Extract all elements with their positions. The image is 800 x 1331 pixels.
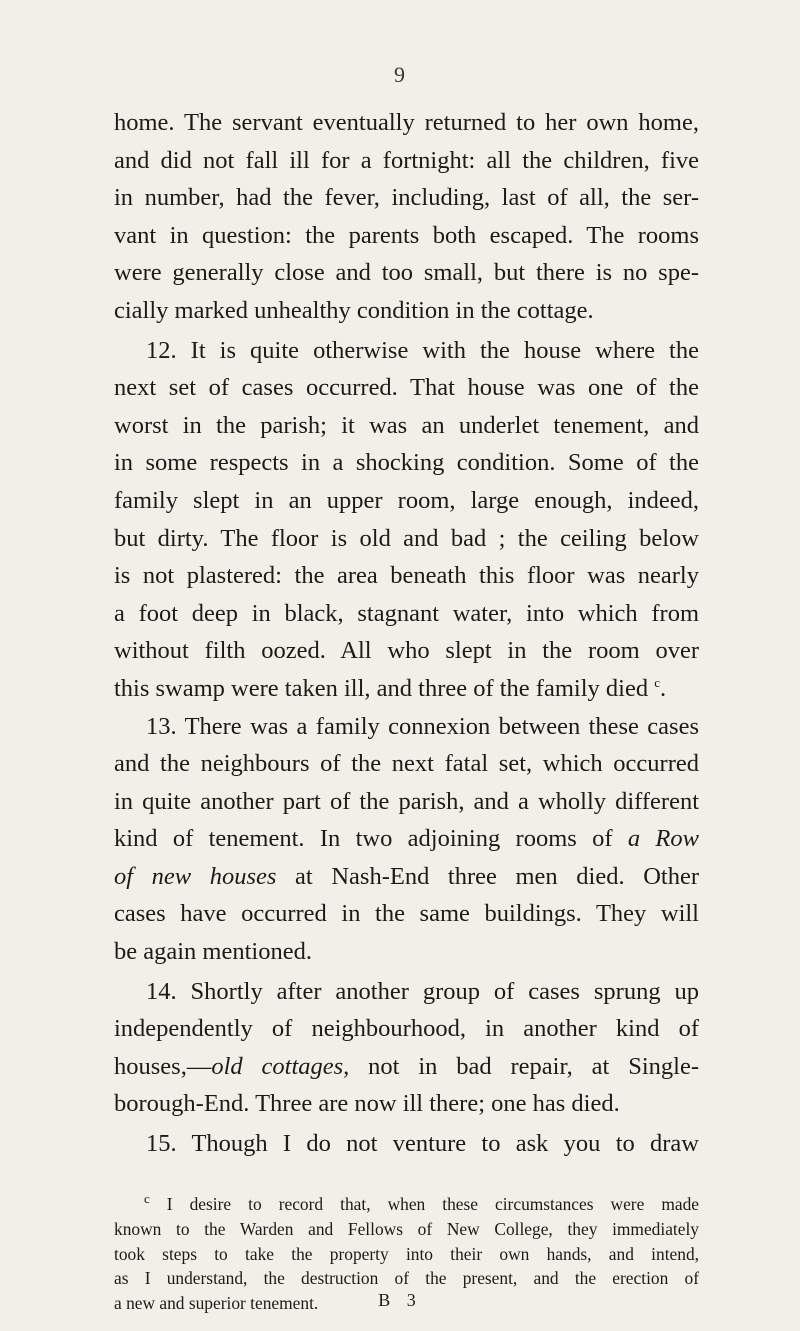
text-line: but dirty. The floor is old and bad ; the ceiling below <box>114 524 699 552</box>
text-line <box>114 1048 699 1086</box>
text-line: in quite another part of the parish, and a wholly different <box>114 787 699 815</box>
body-text <box>114 104 699 1163</box>
footnote-reference: c <box>654 674 660 690</box>
paragraph-14-start: 14. Shortly after another group of cases sprung up <box>146 977 699 1005</box>
text-line: cases have occurred in the same buildings. They will <box>114 900 699 928</box>
italic-text: a Row <box>627 825 699 853</box>
text-span: at Nash-End three men died. Other <box>276 862 699 890</box>
text-line: in some respects in a shocking condition. Some of the <box>114 449 699 477</box>
text-span: . <box>659 674 667 702</box>
page-number: 9 <box>394 62 406 87</box>
text-line <box>114 820 699 858</box>
footnote-line: took steps to take the property into their own hands, and intend, <box>114 1243 699 1264</box>
text-line: and the neighbours of the next fatal set, which occurred <box>114 750 699 778</box>
text-line: home. The servant eventually returned to her own home, <box>114 109 699 136</box>
paragraph-15-start: 15. Though I do not venture to ask you to draw <box>146 1130 699 1158</box>
footnote-line: a new and superior tenement. <box>114 1293 319 1314</box>
footnote-line: known to the Warden and Fellows of New College, they immediately <box>114 1218 699 1239</box>
italic-text: old cottages, <box>211 1052 350 1080</box>
text-line: worst in the parish; it was an underlet tenement, and <box>114 411 699 439</box>
text-line <box>114 670 699 708</box>
text-line <box>114 858 699 896</box>
text-line: cially marked unhealthy condition in the cottage. <box>114 296 594 324</box>
signature-mark: B 3 <box>378 1290 422 1310</box>
text-line: and did not fall ill for a fortnight: all the children, five <box>114 146 699 174</box>
text-line: a foot deep in black, stagnant water, into which from <box>114 599 699 627</box>
text-line: be again mentioned. <box>114 938 312 966</box>
footnote-mark: c <box>144 1191 150 1207</box>
text-line: next set of cases occurred. That house was one of the <box>114 374 699 402</box>
text-line: borough-End. Three are now ill there; one has died. <box>114 1090 620 1118</box>
text-line: is not plastered: the area beneath this floor was nearly <box>114 562 699 590</box>
footnote-line: as I understand, the destruction of the present, and the erection of <box>114 1268 699 1289</box>
text-line: without filth oozed. All who slept in the room over <box>114 637 699 665</box>
text-span: kind of tenement. In two adjoining rooms of <box>114 825 613 853</box>
text-span: this swamp were taken ill, and three of the family died <box>114 674 649 702</box>
italic-text: houses <box>209 862 277 890</box>
footnote-line <box>114 1192 699 1217</box>
paragraph-13-start: 13. There was a family connexion between these cases <box>146 712 699 740</box>
text-span: houses,— <box>114 1052 212 1080</box>
paragraph-12-start: 12. It is quite otherwise with the house where the <box>146 336 699 364</box>
text-line: family slept in an upper room, large enough, indeed, <box>114 486 699 514</box>
text-span: not in bad repair, at Single- <box>349 1052 699 1080</box>
text-line: were generally close and too small, but there is no spe- <box>114 259 699 287</box>
text-span: I desire to record that, when these circumstances were made <box>149 1194 699 1214</box>
text-line: in number, had the fever, including, last of all, the ser- <box>114 184 699 212</box>
italic-text: of new <box>114 862 192 890</box>
text-line: independently of neighbourhood, in another kind of <box>114 1015 699 1043</box>
text-line: vant in question: the parents both escaped. The rooms <box>114 221 699 249</box>
